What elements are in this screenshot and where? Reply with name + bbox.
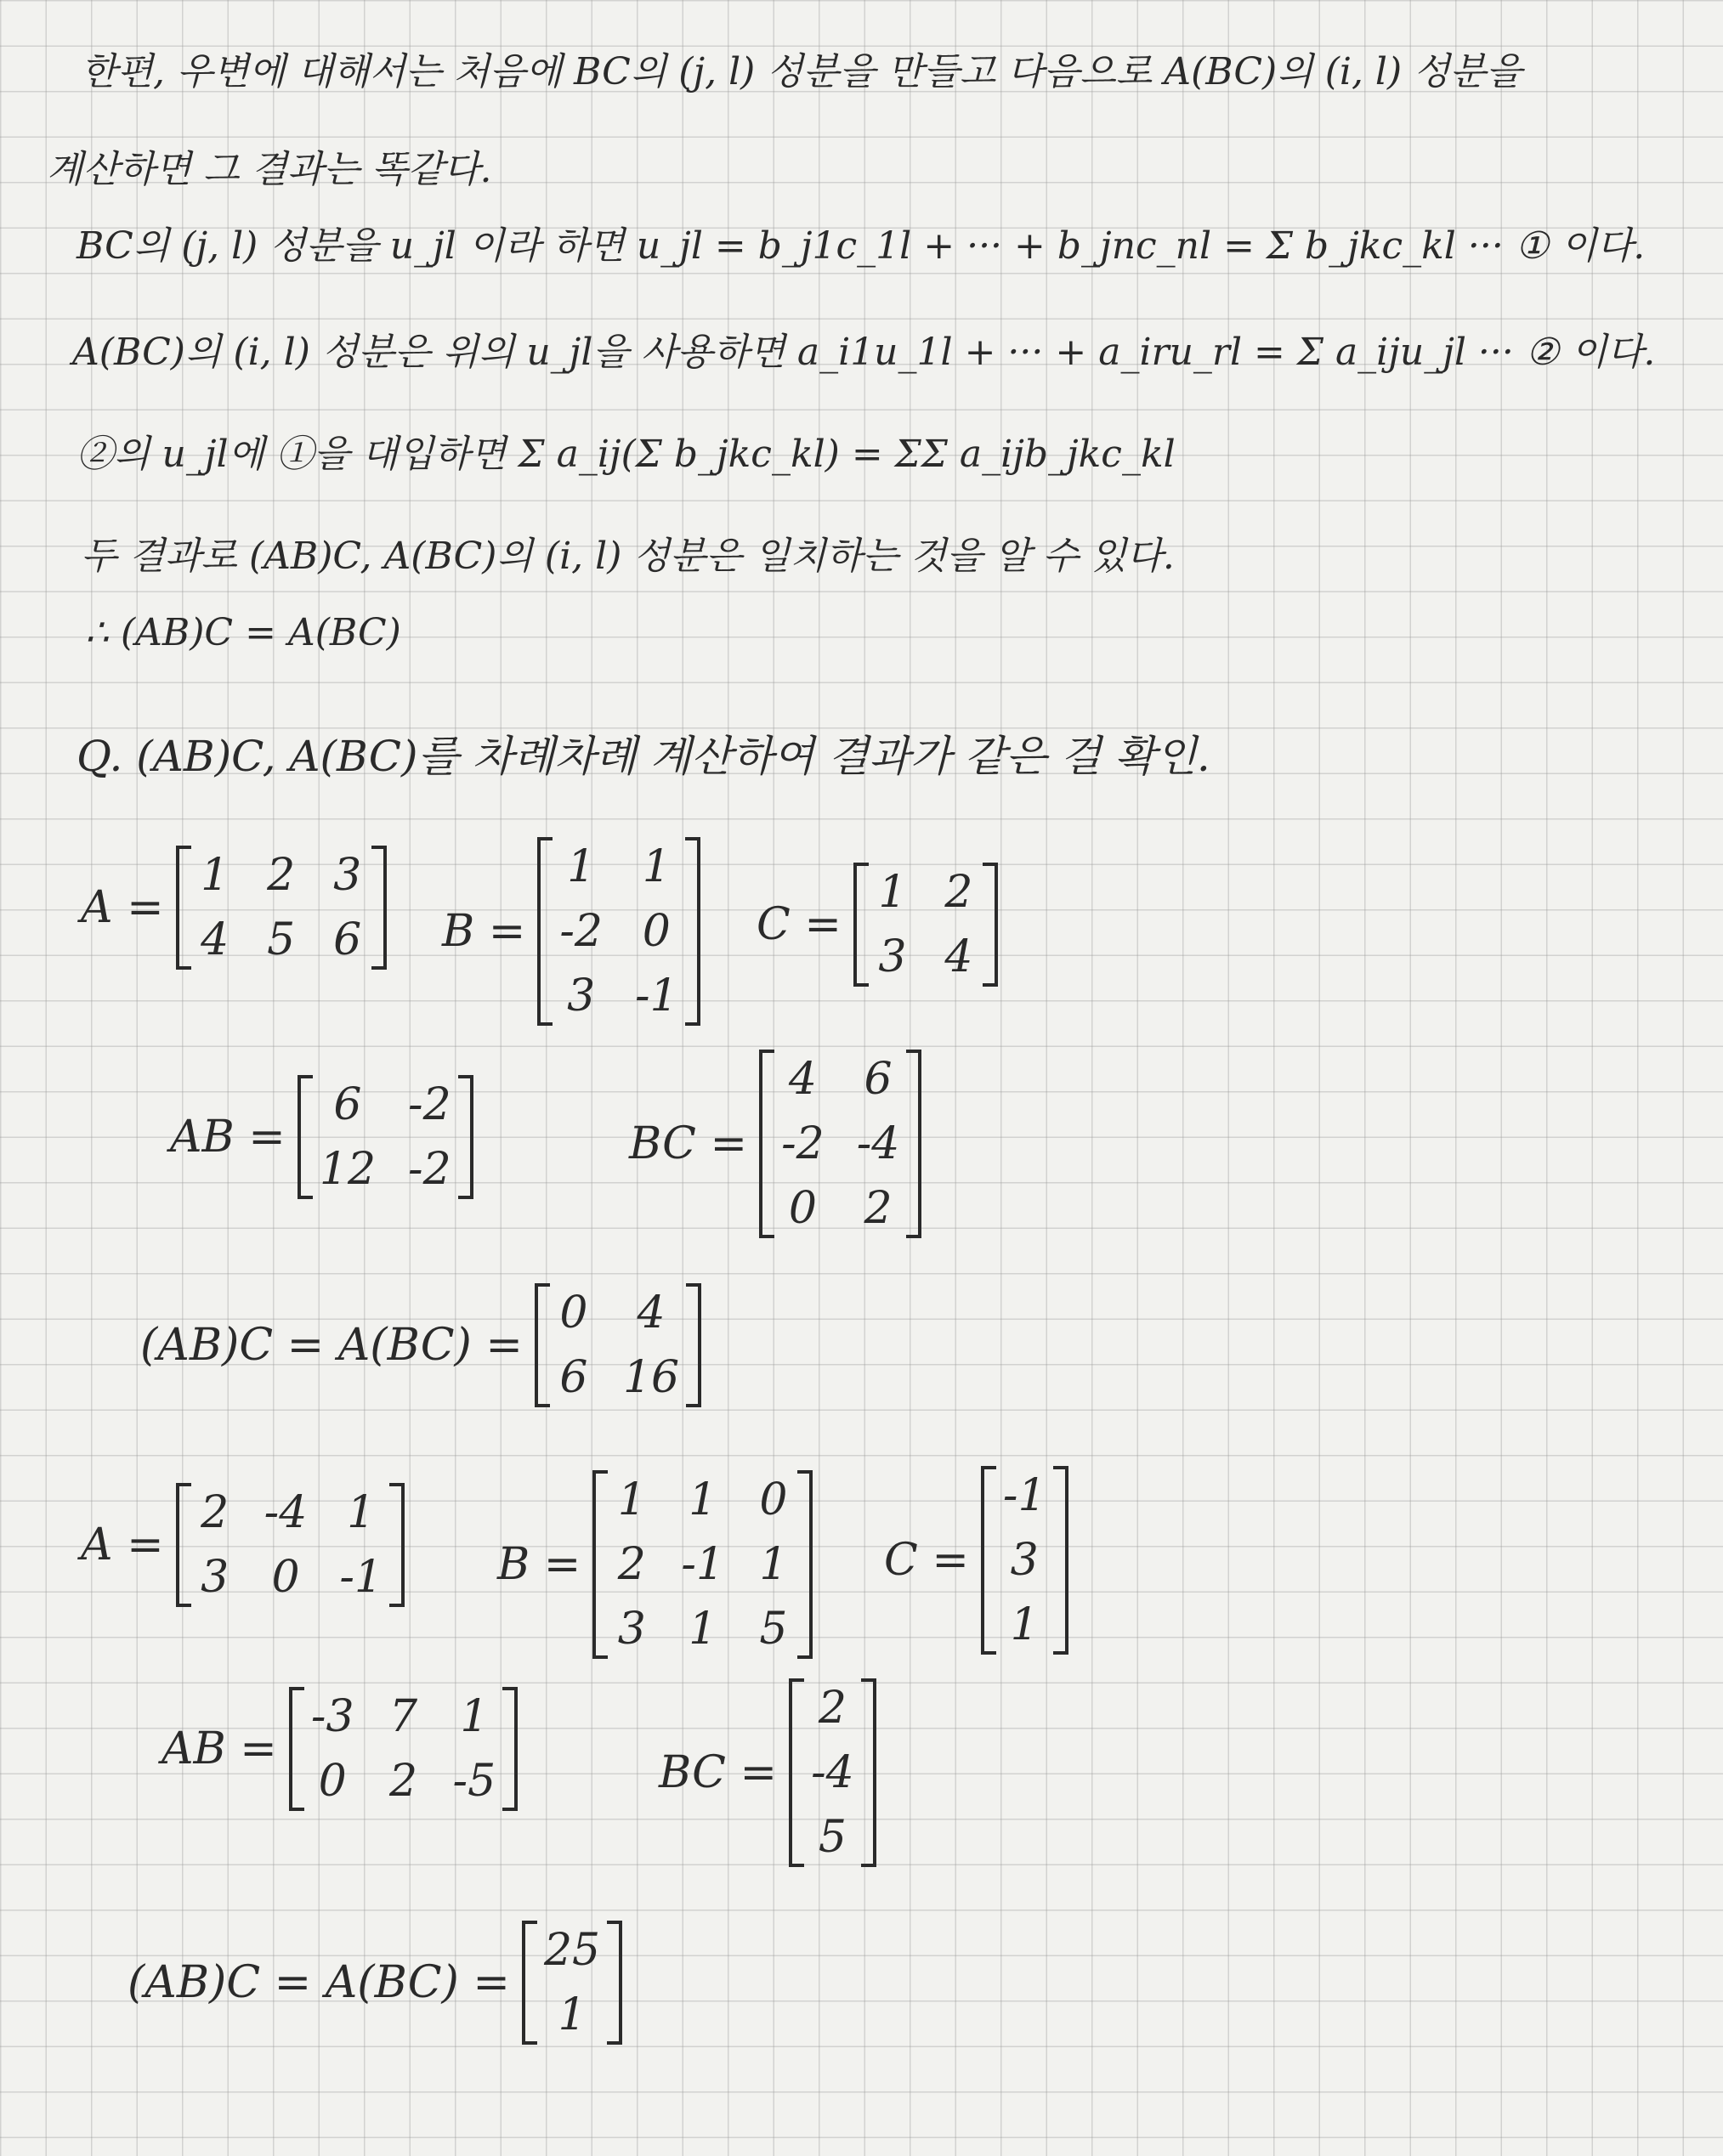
proof-line-4: A(BC)의 (i, l) 성분은 위의 u_jl을 사용하면 a_i1u_1l + ··· + a_iru_rl = Σ a_iju_jl ··· ② 이다. bbox=[72, 331, 1656, 374]
matrix-cell: 0 bbox=[788, 1183, 817, 1234]
matrix-cell: 2 bbox=[617, 1539, 646, 1590]
matrix-cell: -1 bbox=[1002, 1470, 1046, 1521]
ex2-matrix-a bbox=[81, 1483, 405, 1607]
ex1-c-matrix bbox=[853, 863, 998, 987]
matrix-cell: -4 bbox=[856, 1118, 900, 1169]
matrix-cell: 12 bbox=[319, 1144, 377, 1195]
ex1-b-matrix bbox=[537, 837, 700, 1026]
matrix-cell: 1 bbox=[558, 1989, 587, 2040]
ex2-result-label: (AB)C = A(BC) = bbox=[128, 1957, 510, 2008]
matrix-cell: -4 bbox=[264, 1487, 308, 1538]
ex1-matrix-b bbox=[442, 837, 700, 1026]
proof-line-3: BC의 (j, l) 성분을 u_jl 이라 하면 u_jl = b_j1c_1l + ··· + b_jnc_nl = Σ b_jkc_kl ··· ① 이다. bbox=[77, 224, 1646, 268]
matrix-cell: 3 bbox=[617, 1604, 646, 1655]
matrix-cell: -4 bbox=[811, 1747, 854, 1798]
matrix-cell: 2 bbox=[267, 850, 296, 901]
ex2-result-matrix bbox=[522, 1921, 622, 2045]
matrix-cell: 0 bbox=[759, 1474, 788, 1525]
ex2-b-label: B = bbox=[497, 1539, 581, 1590]
matrix-cell: 7 bbox=[388, 1691, 418, 1742]
matrix-cell: -2 bbox=[408, 1144, 451, 1195]
matrix-cell: 2 bbox=[388, 1756, 418, 1807]
matrix-cell: 1 bbox=[347, 1487, 376, 1538]
ex2-ab-matrix bbox=[289, 1687, 518, 1811]
matrix-cell: 4 bbox=[201, 914, 230, 965]
matrix-cell: 0 bbox=[642, 906, 671, 957]
ex1-c-label: C = bbox=[757, 899, 842, 950]
ex1-bc-matrix bbox=[759, 1050, 921, 1238]
matrix-cell: 0 bbox=[559, 1287, 588, 1338]
ex2-matrix-c bbox=[884, 1466, 1068, 1655]
ex1-matrix-a bbox=[81, 846, 387, 970]
proof-line-1: 한편, 우변에 대해서는 처음에 BC의 (j, l) 성분을 만들고 다음으로 A(BC)의 (i, l) 성분을 bbox=[81, 50, 1522, 93]
matrix-cell: -3 bbox=[310, 1691, 354, 1742]
ex2-a-matrix bbox=[176, 1483, 405, 1607]
proof-line-2: 계산하면 그 결과는 똑같다. bbox=[47, 148, 492, 191]
matrix-cell: 1 bbox=[689, 1474, 717, 1525]
matrix-cell: 5 bbox=[267, 914, 296, 965]
matrix-cell: 6 bbox=[864, 1054, 893, 1105]
matrix-cell: 0 bbox=[271, 1552, 300, 1603]
matrix-cell: 25 bbox=[543, 1925, 601, 1976]
matrix-cell: 1 bbox=[689, 1604, 717, 1655]
ex2-c-label: C = bbox=[884, 1535, 969, 1586]
matrix-cell: 2 bbox=[818, 1683, 847, 1734]
matrix-cell: 3 bbox=[878, 931, 907, 982]
matrix-cell: 3 bbox=[201, 1552, 230, 1603]
matrix-cell: 3 bbox=[567, 970, 596, 1021]
matrix-cell: 1 bbox=[759, 1539, 788, 1590]
proof-conclusion: ∴ (AB)C = A(BC) bbox=[85, 611, 401, 654]
matrix-cell: -1 bbox=[634, 970, 678, 1021]
matrix-cell: 6 bbox=[333, 1079, 362, 1130]
ex1-matrix-c bbox=[757, 863, 998, 987]
matrix-cell: 1 bbox=[642, 841, 671, 892]
matrix-cell: 2 bbox=[944, 867, 973, 918]
matrix-cell: 3 bbox=[1010, 1535, 1039, 1586]
ex1-b-label: B = bbox=[442, 906, 526, 957]
ex2-product-ab bbox=[162, 1687, 518, 1811]
ex2-product-bc bbox=[659, 1678, 876, 1867]
ex1-result-label: (AB)C = A(BC) = bbox=[140, 1320, 523, 1371]
matrix-cell: 4 bbox=[788, 1054, 817, 1105]
ex2-bc-label: BC = bbox=[659, 1747, 778, 1798]
matrix-cell: -5 bbox=[452, 1756, 496, 1807]
matrix-cell: 5 bbox=[759, 1604, 788, 1655]
matrix-cell: 3 bbox=[333, 850, 362, 901]
ex1-bc-label: BC = bbox=[629, 1118, 748, 1169]
matrix-cell: 4 bbox=[637, 1287, 666, 1338]
matrix-cell: 2 bbox=[201, 1487, 230, 1538]
matrix-cell: 1 bbox=[878, 867, 907, 918]
matrix-cell: 4 bbox=[944, 931, 973, 982]
ex2-bc-matrix bbox=[789, 1678, 876, 1867]
matrix-cell: 1 bbox=[460, 1691, 489, 1742]
ex1-product-bc bbox=[629, 1050, 921, 1238]
matrix-cell: 2 bbox=[864, 1183, 893, 1234]
matrix-cell: 1 bbox=[567, 841, 596, 892]
ex2-a-label: A = bbox=[81, 1519, 164, 1570]
ex1-result-matrix bbox=[535, 1283, 701, 1407]
proof-line-5: ②의 u_jl에 ①을 대입하면 Σ a_ij(Σ b_jkc_kl) = ΣΣ a_ijb_jkc_kl bbox=[77, 433, 1176, 476]
matrix-cell: 1 bbox=[201, 850, 230, 901]
ex1-a-label: A = bbox=[81, 882, 164, 933]
matrix-cell: -2 bbox=[408, 1079, 451, 1130]
ex2-result bbox=[128, 1921, 622, 2045]
ex1-result bbox=[140, 1283, 701, 1407]
ex2-c-matrix bbox=[981, 1466, 1068, 1655]
ex2-matrix-b bbox=[497, 1470, 813, 1659]
matrix-cell: -1 bbox=[681, 1539, 724, 1590]
matrix-cell: 0 bbox=[318, 1756, 347, 1807]
matrix-cell: -1 bbox=[339, 1552, 383, 1603]
matrix-cell: 1 bbox=[1010, 1599, 1039, 1650]
ex1-ab-matrix bbox=[298, 1075, 473, 1199]
matrix-cell: 1 bbox=[617, 1474, 646, 1525]
matrix-cell: -2 bbox=[781, 1118, 825, 1169]
ex2-ab-label: AB = bbox=[162, 1723, 277, 1774]
ex2-b-matrix bbox=[592, 1470, 813, 1659]
ex1-ab-label: AB = bbox=[170, 1112, 286, 1163]
ex1-product-ab bbox=[170, 1075, 473, 1199]
matrix-cell: 6 bbox=[559, 1352, 588, 1403]
matrix-cell: 5 bbox=[818, 1812, 847, 1863]
matrix-cell: -2 bbox=[559, 906, 603, 957]
matrix-cell: 6 bbox=[333, 914, 362, 965]
ex1-a-matrix bbox=[176, 846, 387, 970]
proof-line-6: 두 결과로 (AB)C, A(BC)의 (i, l) 성분은 일치하는 것을 알 수 있다. bbox=[81, 535, 1175, 578]
question: Q. (AB)C, A(BC)를 차례차례 계산하여 결과가 같은 걸 확인. bbox=[77, 732, 1210, 781]
matrix-cell: 16 bbox=[622, 1352, 680, 1403]
